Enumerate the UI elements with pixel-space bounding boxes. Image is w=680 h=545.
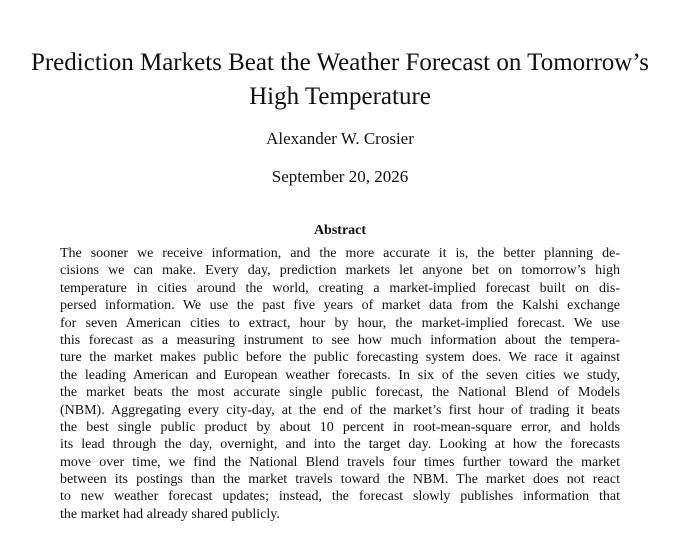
abstract-line: the market beats the most accurate single public forecast, the National Blend of Models (60, 385, 620, 401)
abstract-line: cisions we can make. Every day, prediction markets let anyone bet on tomorrow’s high (60, 263, 620, 279)
abstract-line: persed information. We use the past five years of market data from the Kalshi exchange (60, 298, 620, 314)
paper-title (20, 46, 660, 114)
abstract-line: the leading American and European weather forecasts. In six of the seven cities we study, (60, 367, 620, 383)
abstract-line: its lead through the day, overnight, and into the target day. Looking at how the forecasts (60, 437, 620, 453)
paper-author: Alexander W. Crosier (266, 129, 414, 148)
abstract-line: between its postings than the market travels toward the NBM. The market does not react (60, 472, 620, 488)
paper-title-line-2: High Temperature (249, 83, 431, 110)
abstract-line: (NBM). Aggregating every city-day, at the end of the market’s first hour of trading it beats (60, 402, 620, 418)
abstract-heading: Abstract (313, 223, 367, 238)
abstract-line: the market had already shared publicly. (60, 506, 280, 522)
abstract-line: The sooner we receive information, and the more accurate it is, the better planning de- (60, 246, 620, 261)
abstract-body (60, 245, 620, 523)
abstract-line: temperature in cities around the world, creating a market-implied forecast built on dis- (60, 280, 620, 296)
abstract-line: this forecast as a measuring instrument to see how much information about the tempera- (60, 332, 620, 348)
paper-date: September 20, 2026 (271, 167, 409, 186)
abstract-line: ture the market makes public before the public forecasting system does. We race it against (60, 350, 620, 366)
paper-title-line-1: Prediction Markets Beat the Weather Forecast on Tomorrow’s (30, 49, 650, 76)
abstract-line: move over time, we find the National Blend travels four times further toward the market (60, 454, 620, 470)
abstract-line: for seven American cities to extract, hour by hour, the market-implied forecast. We use (60, 315, 620, 331)
abstract-line: to new weather forecast updates; instead, the forecast slowly publishes information that (60, 489, 620, 505)
abstract-line: the best single public product by about 10 percent in root-mean-square error, and holds (60, 419, 620, 435)
